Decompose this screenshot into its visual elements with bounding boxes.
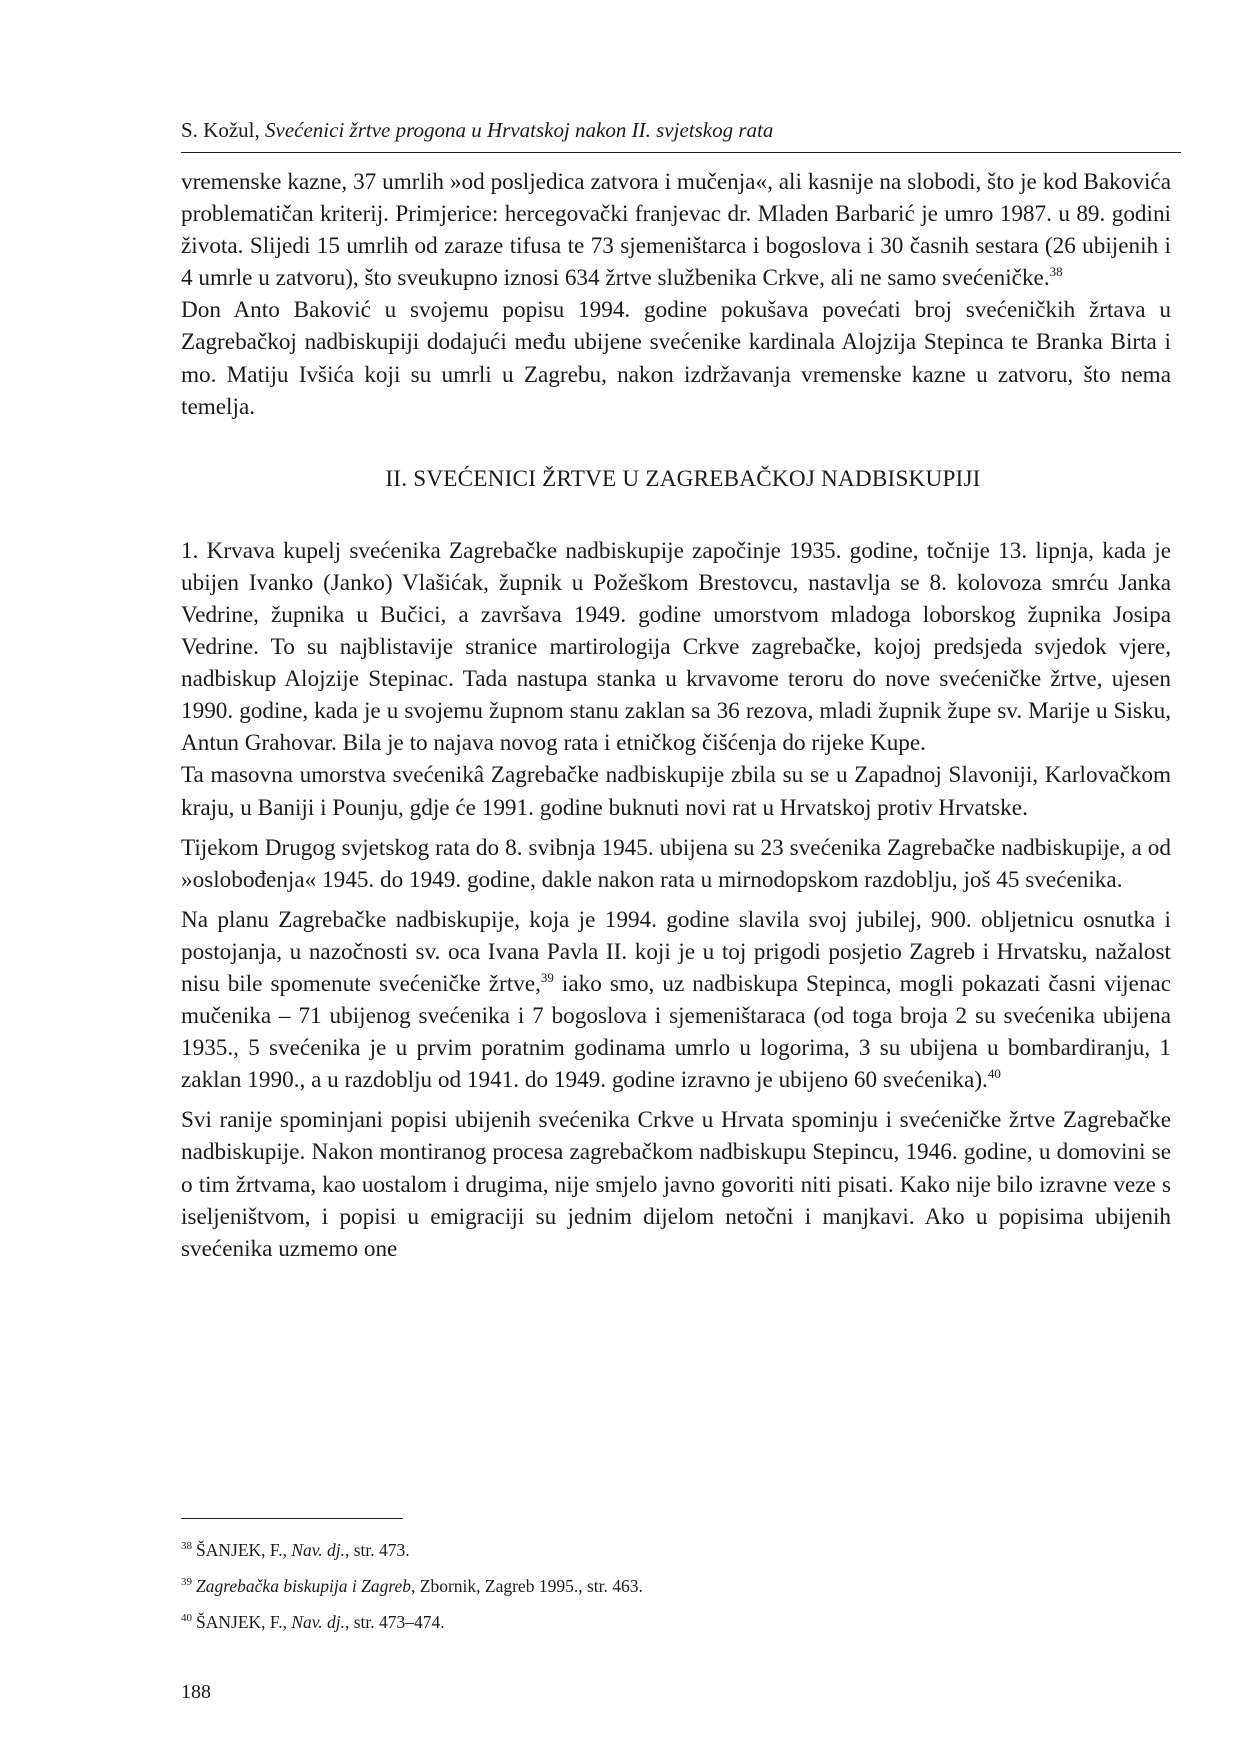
paragraph-6 (181, 904, 1171, 1097)
paragraph-1-text: vremenske kazne, 37 umrlih »od posljedica zatvora i mučenja«, ali kasnije na slobodi, što je kod Bakovića problematičan kriterij. Primjerice: hercegovački franjevac dr. Mladen Barbarić je umro 1987. u 89. godini života. Slijedi 15 umrlih od zaraze tifusa te 73 sjemeništarca i bogoslova i 30 časnih sestara (26 ubijenih i 4 umrle u zatvoru), što sveukupno iznosi 634 žrtve službenika Crkve, ali ne samo svećeničke. (181, 169, 1171, 292)
paragraph-4: Ta masovna umorstva svećenikâ Zagrebačke nadbiskupije zbila su se u Zapadnoj Slavoniji, Karlovačkom kraju, u Baniji i Pounju, gdje će 1991. godine buknuti novi rat u Hrvatskoj protiv Hrvatske. (181, 762, 1171, 821)
running-head (181, 117, 1181, 143)
footnote-number: 40 (181, 1612, 192, 1624)
footnote-work: Nav. dj. (291, 1540, 345, 1560)
footnote-author: ŠANJEK, F., (196, 1540, 292, 1560)
footnote-author: ŠANJEK, F., (196, 1612, 292, 1632)
footnote-work: Zagrebačka biskupija i Zagreb (196, 1576, 412, 1596)
footnote-number: 38 (181, 1540, 192, 1552)
footnote-ref-40: 40 (987, 1066, 1001, 1082)
paragraph-5: Tijekom Drugog svjetskog rata do 8. svibnja 1945. ubijena su 23 svećenika Zagrebačke nadbiskupije, a od »oslobođenja« 1945. do 1949. godine, dakle nakon rata u mirnodopskom razdoblju, još 45 svećenika. (181, 834, 1171, 893)
footnote-citation: , Zbornik, Zagreb 1995., str. 463. (411, 1576, 643, 1596)
footnote-number: 39 (181, 1576, 192, 1588)
paragraph-6-text-a: Na planu Zagrebačke nadbiskupije, koja je 1994. godine slavila svoj jubilej, 900. obljetnicu osnutka i postojanja, u nazočnosti sv. oca Ivana Pavla II. koji je u toj prigodi posjetio Zagreb i Hrvatsku, nažalost nisu bile spomenute svećeničke žrtve, (181, 906, 1171, 997)
footnote-ref-38: 38 (1049, 264, 1063, 280)
paragraph-3: 1. Krvava kupelj svećenika Zagrebačke nadbiskupije započinje 1935. godine, točnije 13. lipnja, kada je ubijen Ivanko (Janko) Vlašićak, župnik u Požeškom Brestovcu, nastavlja se 8. kolovoza smrću Janka Vedrine, župnika u Bučici, a završava 1949. godine umorstvom mladoga loborskog župnika Josipa Vedrine. To su najblistavije stranice martirologija Crkve zagrebačke, kojoj predsjeda svjedok vjere, nadbiskup Alojzije Stepinac. Tada nastupa stanka u krvavome teroru do nove svećeničke žrtve, ujesen 1990. godine, kada je u svojemu župnom stanu zaklan sa 36 rezova, mladi župnik župe sv. Marije u Sisku, Antun Grahovar. Bila je to najava novog rata i etničkog čišćenja do rijeke Kupe. (181, 537, 1171, 757)
footnote-citation: , str. 473. (345, 1540, 410, 1560)
paragraph-1 (181, 166, 1171, 294)
section-heading: II. SVEĆENICI ŽRTVE U ZAGREBAČKOJ NADBISKUPIJI (385, 465, 981, 492)
footnote-work: Nav. dj. (291, 1612, 345, 1632)
footnote-ref-39: 39 (540, 969, 554, 985)
running-head-title: Svećenici žrtve progona u Hrvatskoj nakon II. svjetskog rata (265, 118, 774, 142)
body-text (181, 166, 1171, 1265)
header-rule (181, 152, 1181, 153)
page-number: 188 (181, 1681, 211, 1703)
paragraph-7: Svi ranije spominjani popisi ubijenih svećenika Crkve u Hrvata spominju i svećeničke žrtve Zagrebačke nadbiskupije. Nakon montiranog procesa zagrebačkom nadbiskupu Stepincu, 1946. godine, u domovini se o tim žrtvama, kao uostalom i drugima, nije smjelo javno govoriti niti pisati. Kako nije bilo izravne veze s iseljeništvom, i popisi u emigraciji su jednim dijelom netočni i manjkavi. Ako u popisima ubijenih svećenika uzmemo one (181, 1107, 1171, 1262)
footnotes (181, 1538, 1171, 1646)
footnote-39 (181, 1574, 1171, 1598)
footnote-38 (181, 1538, 1171, 1562)
footnote-40 (181, 1610, 1171, 1634)
footnote-citation: , str. 473–474. (345, 1612, 445, 1632)
paragraph-2: Don Anto Baković u svojemu popisu 1994. godine pokušava povećati broj svećeničkih žrtava u Zagrebačkoj nadbiskupiji dodajući među ubijene svećenike kardinala Alojzija Stepinca te Branka Birta i mo. Matiju Ivšića koji su umrli u Zagrebu, nakon izdržavanja vremenske kazne u zatvoru, što nema temelja. (181, 297, 1171, 420)
running-head-author: S. Kožul, (181, 118, 260, 142)
paragraph-6-text-b: iako smo, uz nadbiskupa Stepinca, mogli pokazati časni vijenac mučenika – 71 ubijenog svećenika i 7 bogoslova i sjemeništaraca (od toga broja 2 su svećenika ubijena 1935., 5 svećenika je u prvim poratnim godinama umrlo u logorima, 3 su ubijena u bombardiranju, 1 zaklan 1990., a u razdoblju od 1941. do 1949. godine izravno je ubijeno 60 svećenika). (181, 970, 1171, 1094)
footnote-rule (181, 1518, 403, 1519)
